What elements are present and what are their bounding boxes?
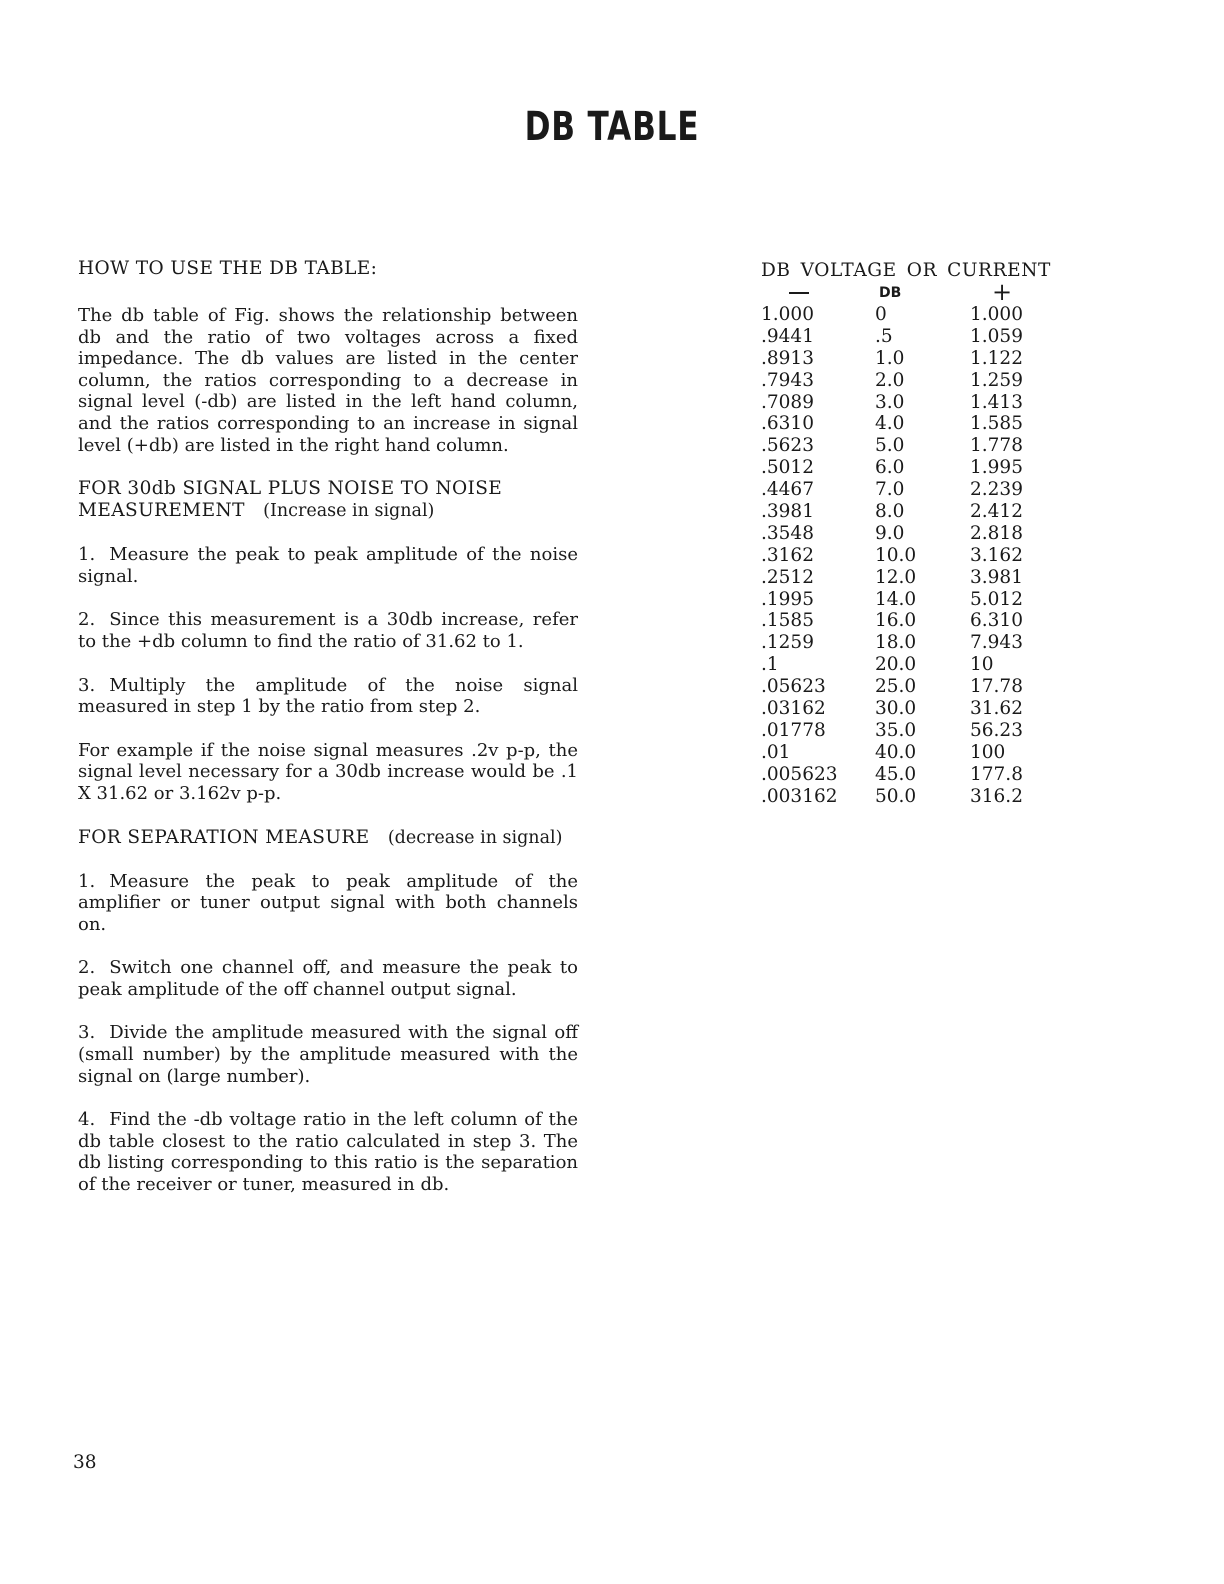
table-row: [761, 654, 1081, 676]
minus-ratio-cell: .8913: [761, 347, 814, 369]
step-text: Divide the amplitude measured with the signal off (small number) by the amplitude measured with the signal on (large number).: [78, 1022, 578, 1087]
db-table-header: [761, 260, 1081, 282]
minus-ratio-cell: .05623: [761, 676, 826, 698]
db-table-rows: [761, 304, 1081, 807]
db-value-cell: 20.0: [875, 654, 917, 676]
table-row: [761, 326, 1081, 348]
table-row: [761, 348, 1081, 370]
db-value-cell: 50.0: [875, 785, 917, 807]
separation-heading: [78, 827, 578, 849]
plus-ratio-cell: 177.8: [970, 763, 1023, 785]
header-word: OR: [906, 260, 938, 281]
plus-ratio-cell: 17.78: [970, 676, 1023, 698]
table-row: [761, 304, 1081, 326]
step-number: 2.: [78, 609, 96, 631]
plus-ratio-cell: 2.239: [970, 479, 1023, 501]
separation-steps: [78, 871, 578, 1196]
step-number: 3.: [78, 1022, 96, 1044]
db-value-cell: 30.0: [875, 698, 917, 720]
separation-step: [78, 871, 578, 936]
step-number: 1.: [78, 870, 96, 892]
db-column-label: DB: [879, 285, 902, 301]
minus-ratio-cell: .1585: [761, 610, 814, 632]
db-value-cell: 7.0: [875, 479, 905, 501]
plus-ratio-cell: 1.413: [970, 391, 1023, 413]
plus-ratio-cell: 5.012: [970, 588, 1023, 610]
minus-ratio-cell: .01: [761, 741, 791, 763]
snr-steps: [78, 544, 578, 718]
table-row: [761, 545, 1081, 567]
table-row: [761, 457, 1081, 479]
minus-ratio-cell: .4467: [761, 479, 814, 501]
db-value-cell: 9.0: [875, 522, 905, 544]
minus-ratio-cell: .7943: [761, 369, 814, 391]
snr-step: [78, 544, 578, 587]
step-text: Multiply the amplitude of the noise signal measured in step 1 by the ratio from step 2.: [78, 674, 578, 718]
page-number: 38: [73, 1452, 97, 1473]
minus-ratio-cell: .03162: [761, 698, 826, 720]
table-row: [761, 589, 1081, 611]
snr-heading-line2: MEASUREMENT: [78, 500, 245, 522]
table-row: [761, 435, 1081, 457]
table-row: [761, 764, 1081, 786]
snr-heading: [78, 478, 578, 522]
minus-ratio-cell: .2512: [761, 566, 814, 588]
db-value-cell: 12.0: [875, 566, 917, 588]
table-row: [761, 523, 1081, 545]
db-value-cell: 35.0: [875, 719, 917, 741]
plus-ratio-cell: 3.162: [970, 544, 1023, 566]
column-symbols: [761, 278, 1081, 306]
db-value-cell: 8.0: [875, 501, 905, 523]
minus-ratio-cell: .7089: [761, 391, 814, 413]
table-row: [761, 698, 1081, 720]
step-text: Measure the peak to peak amplitude of the amplifier or tuner output signal with both channels on.: [78, 870, 578, 935]
table-row: [761, 370, 1081, 392]
db-value-cell: 6.0: [875, 457, 905, 479]
snr-heading-note: (Increase in signal): [263, 501, 435, 522]
db-value-cell: 2.0: [875, 369, 905, 391]
db-value-cell: 0: [875, 304, 887, 325]
db-value-cell: 18.0: [875, 632, 917, 654]
step-text: Find the -db voltage ratio in the left column of the db table closest to the ratio calculated in step 3. The db listing corresponding to this ratio is the separation of the receiver or tuner, measured in db.: [78, 1109, 578, 1196]
snr-step: [78, 609, 578, 652]
db-value-cell: 16.0: [875, 610, 917, 632]
plus-ratio-cell: 6.310: [970, 610, 1023, 632]
plus-ratio-cell: 3.981: [970, 566, 1023, 588]
minus-ratio-cell: .3981: [761, 501, 814, 523]
minus-symbol: [789, 292, 809, 294]
db-table: [761, 260, 1081, 807]
minus-ratio-cell: .6310: [761, 413, 814, 435]
plus-ratio-cell: 1.000: [970, 304, 1023, 325]
table-row: [761, 567, 1081, 589]
db-value-cell: 25.0: [875, 676, 917, 698]
table-row: [761, 501, 1081, 523]
snr-step: [78, 675, 578, 718]
snr-example: For example if the noise signal measures .2v p-p, the signal level necessary for a 30db increase would be .1 X 31.62 or 3.162v p-p.: [78, 739, 578, 804]
snr-heading-line1: FOR 30db SIGNAL PLUS NOISE TO NOISE: [78, 478, 503, 500]
header-word: CURRENT: [947, 260, 1051, 281]
table-row: [761, 676, 1081, 698]
page-title: DB TABLE: [524, 104, 700, 150]
table-row: [761, 392, 1081, 414]
minus-ratio-cell: .1: [761, 654, 779, 676]
plus-ratio-cell: 1.259: [970, 369, 1023, 391]
table-row: [761, 610, 1081, 632]
table-row: [761, 786, 1081, 808]
plus-ratio-cell: 1.778: [970, 435, 1023, 457]
step-text: Measure the peak to peak amplitude of the noise signal.: [78, 544, 578, 587]
plus-ratio-cell: 1.585: [970, 413, 1023, 435]
table-row: [761, 720, 1081, 742]
minus-ratio-cell: .005623: [761, 763, 838, 785]
minus-ratio-cell: .1259: [761, 632, 814, 654]
plus-ratio-cell: 10: [970, 654, 994, 676]
table-row: [761, 479, 1081, 501]
step-number: 3.: [78, 674, 96, 696]
separation-heading-main: FOR SEPARATION MEASURE: [78, 826, 370, 848]
plus-symbol: +: [992, 278, 1013, 306]
separation-heading-note: (decrease in signal): [387, 827, 563, 848]
db-value-cell: 4.0: [875, 413, 905, 435]
db-value-cell: 3.0: [875, 391, 905, 413]
separation-step: [78, 957, 578, 1000]
db-value-cell: 40.0: [875, 741, 917, 763]
step-text: Since this measurement is a 30db increase, refer to the +db column to find the ratio of 31.62 to 1.: [78, 609, 578, 652]
separation-step: [78, 1022, 578, 1087]
db-value-cell: 10.0: [875, 544, 917, 566]
minus-ratio-cell: .3548: [761, 522, 814, 544]
header-word: VOLTAGE: [800, 260, 897, 281]
db-value-cell: 45.0: [875, 763, 917, 785]
table-row: [761, 413, 1081, 435]
minus-ratio-cell: .01778: [761, 719, 826, 741]
plus-ratio-cell: 56.23: [970, 719, 1023, 741]
minus-ratio-cell: .003162: [761, 785, 838, 807]
plus-ratio-cell: 316.2: [970, 785, 1023, 807]
table-row: [761, 632, 1081, 654]
plus-ratio-cell: 1.059: [970, 325, 1023, 347]
db-value-cell: .5: [875, 325, 893, 347]
db-value-cell: 1.0: [875, 347, 905, 369]
plus-ratio-cell: 2.412: [970, 501, 1023, 523]
minus-ratio-cell: .9441: [761, 325, 814, 347]
separation-step: [78, 1109, 578, 1195]
minus-ratio-cell: .3162: [761, 544, 814, 566]
minus-ratio-cell: 1.000: [761, 304, 814, 325]
minus-ratio-cell: .5012: [761, 457, 814, 479]
db-value-cell: 5.0: [875, 435, 905, 457]
db-value-cell: 14.0: [875, 588, 917, 610]
minus-ratio-cell: .5623: [761, 435, 814, 457]
instructions-column: [78, 258, 578, 1196]
plus-ratio-cell: 100: [970, 741, 1006, 763]
step-text: Switch one channel off, and measure the peak to peak amplitude of the off channel output signal.: [78, 957, 578, 1000]
step-number: 1.: [78, 544, 96, 566]
minus-ratio-cell: .1995: [761, 588, 814, 610]
plus-ratio-cell: 1.122: [970, 347, 1023, 369]
step-number: 2.: [78, 957, 96, 979]
how-to-heading: HOW TO USE THE DB TABLE:: [78, 258, 378, 279]
plus-ratio-cell: 2.818: [970, 522, 1023, 544]
intro-paragraph: The db table of Fig. shows the relationship between db and the ratio of two voltages across a fixed impedance. The db values are listed in the center column, the ratios corresponding to a decrease in signal level (-db) are listed in the left hand column, and the ratios corresponding to an increase in signal level (+db) are listed in the right hand column.: [78, 305, 578, 456]
header-word: DB: [761, 260, 791, 281]
plus-ratio-cell: 1.995: [970, 457, 1023, 479]
table-row: [761, 742, 1081, 764]
step-number: 4.: [78, 1109, 96, 1131]
plus-ratio-cell: 31.62: [970, 698, 1023, 720]
plus-ratio-cell: 7.943: [970, 632, 1023, 654]
